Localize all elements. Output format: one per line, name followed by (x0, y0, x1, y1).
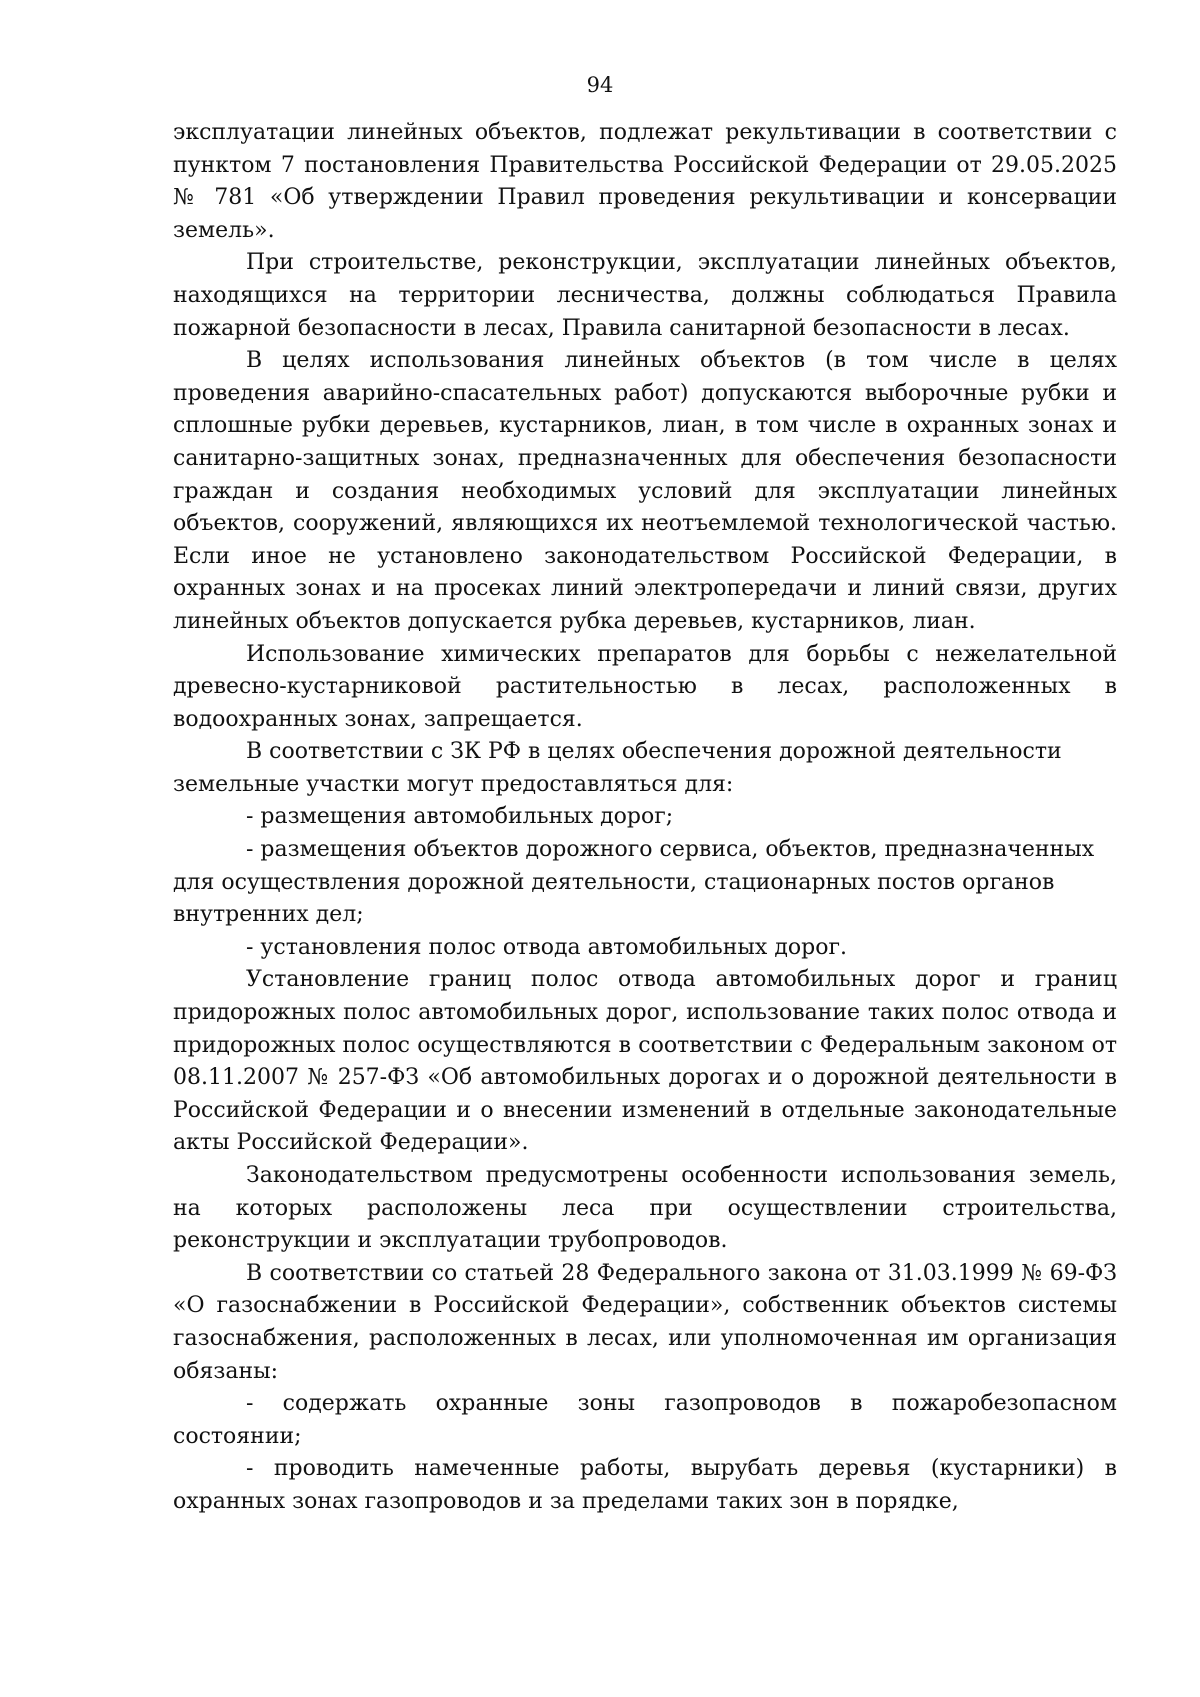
paragraph-road-boundaries: Установление границ полос отвода автомобильных дорог и границ придорожных полос автомобильных дорог, использование таких полос отвода и придорожных полос осуществляются в соответствии с Федеральным законом от 08.11.2007 № 257-ФЗ «Об автомобильных дорогах и о дорожной деятельности в Российской Федерации и о внесении изменений в отдельные законодательные акты Российской Федерации». (173, 967, 1117, 1156)
paragraph-reclamation: эксплуатации линейных объектов, подлежат рекультивации в соответствии с пунктом 7 постановления Правительства Российской Федерации от 29.05.2025 № 781 «Об утверждении Правил проведения рекультивации и консервации земель». (173, 120, 1117, 243)
page-number: 94 (586, 73, 614, 97)
document-body (173, 117, 1117, 1519)
list-item-right-of-way: - установления полос отвода автомобильных дорог. (246, 934, 847, 960)
paragraph-fire-safety: При строительстве, реконструкции, эксплуатации линейных объектов, находящихся на территории лесничества, должны соблюдаться Правила пожарной безопасности в лесах, Правила санитарной безопасности в лесах. (173, 250, 1117, 341)
paragraph-pipelines: Законодательством предусмотрены особенности использования земель, на которых расположены леса при осуществлении строительства, реконструкции и эксплуатации трубопроводов. (173, 1163, 1117, 1254)
list-item-road-service: - размещения объектов дорожного сервиса, объектов, предназначенных для осуществления дорожной деятельности, стационарных постов органов внутренних дел; (173, 837, 1095, 928)
paragraph-logging-permitted: В целях использования линейных объектов (в том числе в целях проведения аварийно-спасательных работ) допускаются выборочные рубки и сплошные рубки деревьев, кустарников, лиан, в том числе в охранных зонах и санитарно-защитных зонах, предназначенных для обеспечения безопасности граждан и создания необходимых условий для эксплуатации линейных объектов, сооружений, являющихся их неотъемлемой технологической частью. Если иное не установлено законодательством Российской Федерации, в охранных зонах и на просеках линий электропередачи и линий связи, других линейных объектов допускается рубка деревьев, кустарников, лиан. (173, 348, 1117, 634)
paragraph-road-activity: В соответствии с ЗК РФ в целях обеспечения дорожной деятельности земельные участки могут предоставляться для: (173, 739, 1062, 797)
list-item-gas-tree-cutting: - проводить намеченные работы, вырубать деревья (кустарники) в охранных зонах газопроводов и за пределами таких зон в порядке, (173, 1456, 1117, 1514)
list-item-roads: - размещения автомобильных дорог; (246, 804, 674, 830)
paragraph-gas-supply-law: В соответствии со статьей 28 Федерального закона от 31.03.1999 № 69-ФЗ «О газоснабжении в Российской Федерации», собственник объектов системы газоснабжения, расположенных в лесах, или уполномоченная им организация обязаны: (173, 1260, 1117, 1384)
paragraph-chemicals-prohibited: Использование химических препаратов для борьбы с нежелательной древесно-кустарниковой растительностью в лесах, расположенных в водоохранных зонах, запрещается. (173, 641, 1117, 732)
list-item-gas-protection-zones: - содержать охранные зоны газопроводов в пожаробезопасном состоянии; (173, 1391, 1117, 1449)
